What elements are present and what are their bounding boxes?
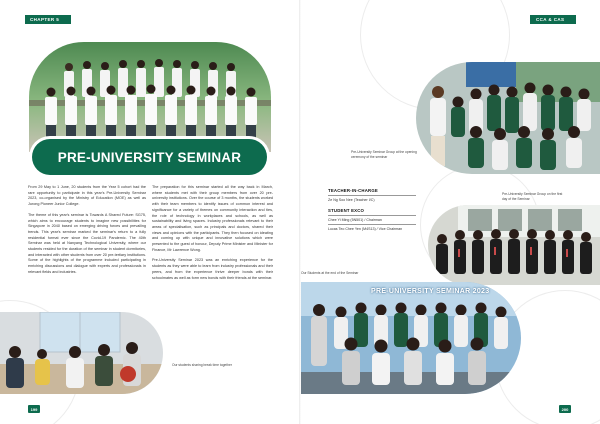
caption-end-of-seminar: Our Students at the end of the Seminar bbox=[301, 271, 359, 275]
photo-banner-text: PRE-UNIVERSITY SEMINAR 2023 bbox=[371, 288, 490, 295]
divider bbox=[328, 224, 416, 225]
student-exco-heading: STUDENT EXCO bbox=[328, 208, 365, 213]
photo-first-day bbox=[428, 205, 600, 285]
photo-break-time bbox=[0, 312, 163, 394]
article-title-banner bbox=[32, 139, 267, 175]
caption-opening-ceremony: Pre-University Seminar Group at the opening ceremony of the seminar bbox=[351, 150, 417, 159]
section-tab: CCA & CAS bbox=[530, 15, 576, 24]
teacher-in-charge-heading: TEACHER-IN-CHARGE bbox=[328, 188, 378, 193]
caption-first-day: Pre-University Seminar Group on the first day of the Seminar bbox=[502, 192, 563, 201]
body-column-2 bbox=[152, 185, 273, 286]
photo-end-of-seminar bbox=[301, 282, 521, 394]
body-column-1 bbox=[28, 185, 146, 281]
exco-member: Chee Yi Ming (5N501) / Chairman bbox=[328, 218, 382, 222]
page-number-left: 199 bbox=[28, 405, 40, 413]
divider bbox=[328, 195, 416, 196]
body-paragraph: The theme of this year's seminar is Towards A Shared Future: SG75, which aims to encourage students to imagine new possibilities for Singapore in 2040 based on emerging driving forces and prevailing trends. This year's seminar marked the seminar's return to a fully residential format ever since the Covid-19 Pandemic. The 40th Seminar was held at Nanyang Technological University, where our students resided for the duration of the seminar in student dormitories, and interacted with other students from over 20 pre-tertiary institutions. Some of the highlights of the programme included participating in enriching discussions and dialogue with experts and professionals in relevant fields and industries. bbox=[28, 212, 146, 274]
teacher-name: Ze Ng Soo Nee (Teacher I/C) bbox=[328, 198, 375, 202]
article-title: PRE-UNIVERSITY SEMINAR bbox=[57, 149, 242, 165]
divider bbox=[328, 215, 416, 216]
photo-opening-ceremony bbox=[416, 62, 600, 174]
exco-member: Lucas Teo Chee Yen (M4S13) / Vice Chairman bbox=[328, 227, 403, 231]
caption-break-time: Our students sharing break time together bbox=[172, 363, 232, 367]
body-paragraph: The preparation for this seminar started all the way back in March, where students met with their group members from over 20 pre-university institutions. Over the course of 3 months, the students worked with their team members to identify issues of common interest and significance for a variety of themes on community interaction and ties, the role of technology in workplaces and schools, as well as sustainability and living spaces. Industry professionals relevant to their areas of specialisation, such as principals and doctors, shared their views and opinions with the participants. They then focused on ideating and coming up with unique and innovative solutions which were presented to the guest of honour, Deputy Prime Minister and Minister for Finance, Mr Lawrence Wong. bbox=[152, 185, 273, 252]
body-paragraph: From 29 May to 1 June, 20 students from the Year 5 cohort had the rare opportunity to participate in this year's Pre-University Seminar 2023, co-organised by the Ministry of Education (MOE) as well as Jurong Pioneer Junior College. bbox=[28, 185, 146, 207]
group-photo-main bbox=[29, 42, 271, 152]
body-paragraph: Pre-University Seminar 2023 was an enriching experience for the students as they were able to learn from industry professionals and their peers, and from the experience thrive deeper bonds with their schoolmates as well as form new bonds with their friends at the seminar. bbox=[152, 258, 273, 280]
chapter-tab: CHAPTER 5 bbox=[25, 15, 71, 24]
page-number-right: 200 bbox=[559, 405, 571, 413]
